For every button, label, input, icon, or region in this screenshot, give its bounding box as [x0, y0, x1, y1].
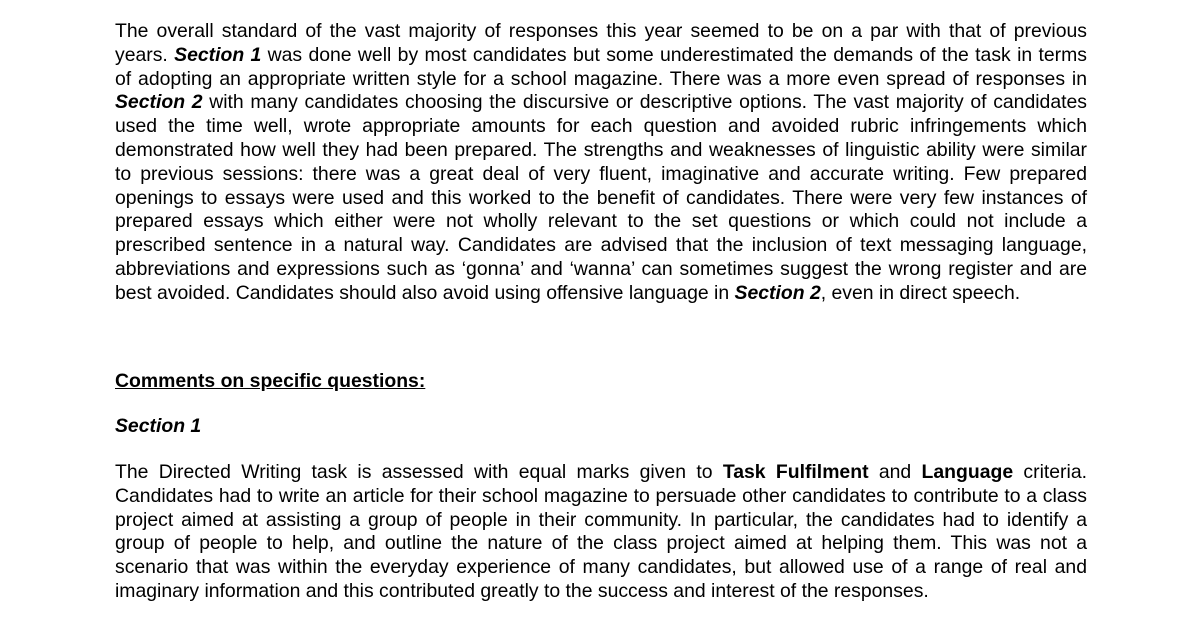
intro-text-4: , even in direct speech.: [820, 281, 1021, 304]
language-term: Language: [921, 461, 1014, 483]
task-fulfilment-term: Task Fulfilment: [722, 461, 869, 483]
intro-text-3: with many candidates choosing the discursive or descriptive options. The vast majority of candidates used the time well, wrote appropriate amounts for each question and avoided rubric infringements which demonstrated how well they had been prepared. The strengths and weaknesses of linguistic ability were similar to previous sessions: there was a great deal of very fluent, imaginative and accurate writing. Few prepared openings to essays were used and this worked to the benefit of candidates. There were very few instances of prepared essays which either were not wholly relevant to the set questions or which could not include a prescribed sentence in a natural way. Candidates are advised that the inclusion of text messaging language, abbreviations and expressions such as ‘gonna’ and ‘wanna’ can sometimes suggest the wrong register and are best avoided. Candidates should also avoid using offensive language in: [115, 91, 1087, 304]
comments-heading: Comments on specific questions:: [115, 370, 426, 392]
directed-text-3: criteria. Candidates had to write an article for their school magazine to persuade other candidates to contribute to a class project aimed at assisting a group of people in their community. In particular, the candidates had to identify a group of people to help, and outline the nature of the class project aimed at helping them. This was not a scenario that was within the everyday experience of many candidates, but allowed use of a range of real and imaginary information and this contributed greatly to the success and interest of the responses.: [115, 461, 1087, 602]
directed-writing-paragraph: [115, 461, 1087, 604]
directed-text-2: and: [868, 461, 922, 483]
section-2-ref: Section 2: [115, 91, 203, 114]
intro-text-2: was done well by most candidates but some underestimated the demands of the task in terms of adopting an appropriate written style for a school magazine. There was a more even spread of responses in: [115, 43, 1087, 90]
intro-text-1: The overall standard of the vast majority of responses this year seemed to be on a par with that of previous years.: [115, 20, 1087, 66]
intro-paragraph: [115, 20, 1087, 306]
section-1-ref: Section 1: [174, 43, 262, 66]
section-2-ref-b: Section 2: [734, 281, 821, 304]
section-1-label: Section 1: [115, 415, 202, 437]
document-page: [115, 20, 1087, 602]
directed-text-1: The Directed Writing task is assessed with equal marks given to: [115, 461, 723, 483]
